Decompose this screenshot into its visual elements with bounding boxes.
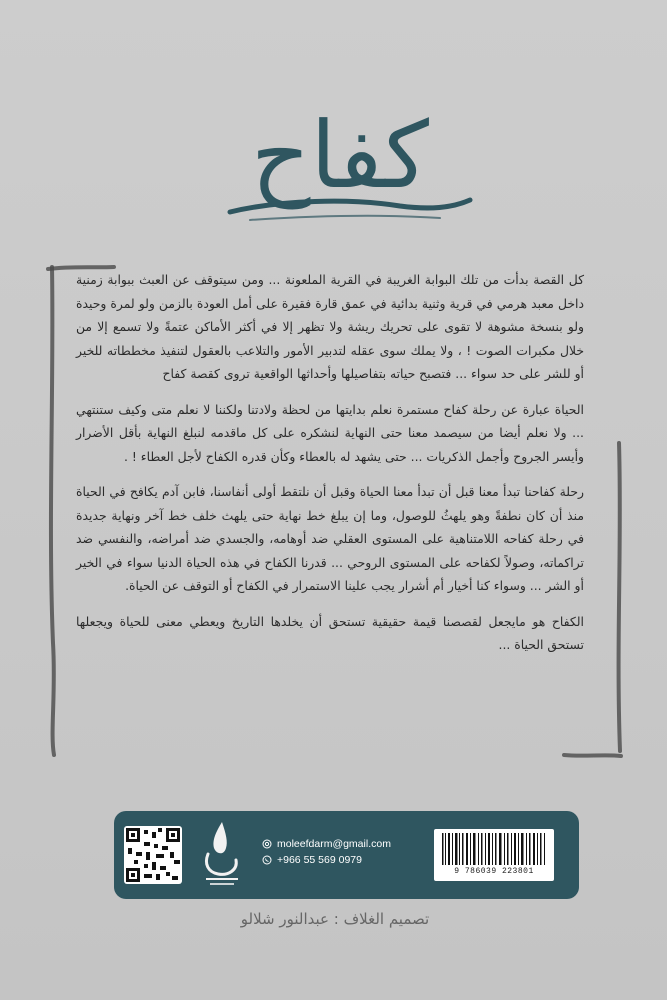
whatsapp-icon xyxy=(262,855,272,865)
book-title xyxy=(190,90,490,240)
publisher-contact xyxy=(262,836,422,868)
qr-code-icon[interactable] xyxy=(124,826,182,884)
email-row[interactable] xyxy=(262,836,422,852)
blurb-paragraph-3: رحلة كفاحنا تبدأ معنا قبل أن تبدأ معنا الحياة وقبل أن نلتقط أولى أنفاسنا، فابن آدم يكافح في الحياة منذ أن كان نطفةً وهو يلهثُ للوصول، وما إن يبلغ خط نهاية حتى يلهث خلف خط آخر ونهاية جديدة في رحلة كفاحه اللامتناهية على المستوى العقلي ضد أوهامه، والجسدي ضد أمراضه، والنفسي ضد تراكماته، وصولاً لكفاحه على المستوى الروحي ... قدرنا الكفاح في هذه الحياة الدنيا سواء في الخير أو الشر ... وسواء كنا أخيار أم أشرار يجب علينا الاستمرار في الكفاح أو التوقف عن الحياة. xyxy=(76,484,584,593)
email-icon xyxy=(262,839,272,849)
phone-text: +966 55 569 0979 xyxy=(277,854,362,866)
isbn-number: 9 786039 223801 xyxy=(454,867,534,876)
book-title-text: كفاح xyxy=(251,102,429,209)
cover-design-credit: تصميم الغلاف : عبدالنور شلالو xyxy=(240,910,430,928)
blurb-paragraph-2: الحياة عبارة عن رحلة كفاح مستمرة نعلم بدايتها من لحظة ولادتنا ولكننا لا نعلم متى وكيف ستنتهي ... ولا نعلم أيضا من سيصمد معنا حتى النهاية لنشكره على كل ماقدمه لنبلغ النهاية بأقل الأضرار وأيسر الجروح وأجمل الذكريات ... حتى يشهد له بالعطاء وكأن قدره الكفاح لأجل العطاء ! . xyxy=(76,401,584,464)
phone-row[interactable] xyxy=(262,852,422,868)
blurb-paragraph-4: الكفاح هو مايجعل لقصصنا قيمة حقيقية تستحق أن يخلدها التاريخ ويعطي معنى للحياة ويجعلها تستحق الحياة ... xyxy=(76,613,584,652)
email-text: moleefdarm@gmail.com xyxy=(277,838,391,850)
blurb-paragraph-1: كل القصة بدأت من تلك البوابة الغريبة في القرية الملعونة ... ومن سيتوقف عن العبث ببوابة زمنية داخل معبد هرمي في قرية وثنية بدائية في عمق قارة فقيرة على أمل العودة بالزمن ولو لمرة وحيدة ولو بنسخة مشوهة لا تقوى على تحريك ريشة ولا تظهر إلا في أكثر الأماكن عتمةً ولا تسمع إلا من خلال مكبرات الصوت ! ، ولا يملك سوى عقله لتدبير الأمور والتلاعب بالعقول لتنفيذ مخططاته للخير أو للشر على حد سواء ... فتصبح حياته بتفاصيلها وأحداثها الواقعية تروى كقصة كفاح xyxy=(76,272,584,381)
blurb-text xyxy=(76,268,584,748)
publisher-logo-icon xyxy=(196,818,248,890)
